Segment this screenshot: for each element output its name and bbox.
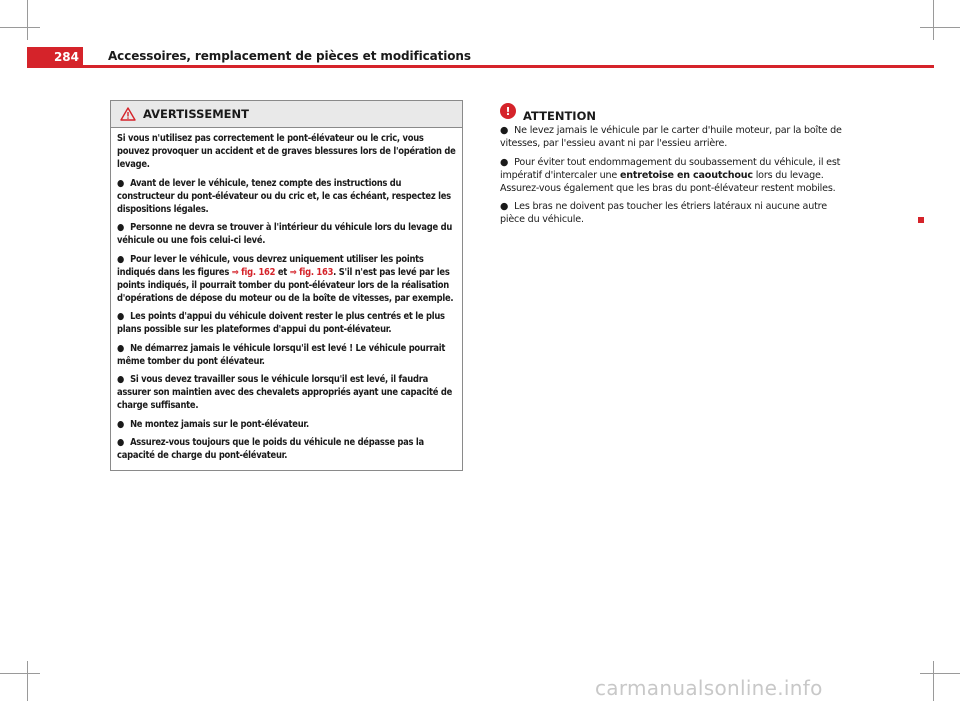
bullet-icon: ●: [117, 374, 125, 385]
section-end-mark: [918, 217, 924, 223]
warning-box: [110, 100, 463, 471]
warning-bullet: ● Personne ne devra se trouver à l'intérieur du véhicule lors du levage du véhicule ou une fois celui-ci levé.: [117, 222, 453, 246]
crop-mark: [933, 0, 934, 40]
warning-body: [111, 128, 462, 462]
figure-link[interactable]: ⇒ fig. 162: [231, 266, 276, 278]
warning-title: AVERTISSEMENT: [143, 107, 250, 121]
warning-intro: Si vous n'utilisez pas correctement le pont-élévateur ou le cric, vous pouvez provoquer un accident et de graves blessures lors de l'opération de levage.: [117, 133, 456, 170]
page-title: Accessoires, remplacement de pièces et modifications: [108, 49, 471, 63]
bullet-icon: ●: [500, 201, 509, 212]
exclamation-icon: !: [500, 103, 516, 119]
warning-bullet: ● Assurez-vous toujours que le poids du véhicule ne dépasse pas la capacité de charge du pont-élévateur.: [117, 437, 424, 461]
header-rule: [27, 65, 934, 68]
crop-mark: [0, 27, 40, 28]
watermark: carmanualsonline.info: [595, 676, 823, 700]
warning-bullet: ● Ne montez jamais sur le pont-élévateur.: [117, 418, 309, 430]
warning-bullet: ● Si vous devez travailler sous le véhicule lorsqu'il est levé, il faudra assurer son maintien avec des chevalets appropriés ayant une capacité de charge suffisante.: [117, 374, 453, 411]
crop-mark: [920, 673, 960, 674]
crop-mark: [27, 0, 28, 40]
warning-header: [111, 101, 462, 128]
figure-link[interactable]: ⇒ fig. 163: [289, 266, 334, 278]
bullet-icon: ●: [117, 342, 125, 354]
attention-bullet: ● Ne levez jamais le véhicule par le carter d'huile moteur, par la boîte de vitesses, par l'essieu avant ni par l'essieu arrière.: [500, 125, 842, 149]
attention-bullet: ● Pour éviter tout endommagement du soubassement du véhicule, il est impératif d'intercaler une entretoise en caoutchouc lors du levage. Assurez-vous également que les bras du pont-élévateur restent mobiles.: [500, 156, 841, 194]
bullet-icon: ●: [117, 418, 125, 430]
page-number: 284: [27, 47, 83, 67]
warning-bullet: ● Ne démarrez jamais le véhicule lorsqu'il est levé ! Le véhicule pourrait même tomber du pont élévateur.: [117, 342, 446, 367]
warning-bullet: ● Avant de lever le véhicule, tenez compte des instructions du constructeur du pont-élévateur ou du cric et, le cas échéant, respectez les dispositions légales.: [117, 177, 451, 215]
bullet-icon: ●: [117, 222, 125, 233]
attention-title: ATTENTION: [523, 109, 596, 123]
crop-mark: [0, 673, 40, 674]
crop-mark: [920, 27, 960, 28]
warning-bullet: ● Pour lever le véhicule, vous devrez uniquement utiliser les points indiqués dans les figures ⇒ fig. 162 et ⇒ fig. 163. S'il n'est pas levé par les points indiqués, il pourrait tomber du pont-élévateur lors de la réalisation d'opérations de dépose du moteur ou de la boîte de vitesses, par exemple.: [117, 253, 454, 304]
bullet-icon: ●: [500, 125, 509, 136]
crop-mark: [933, 661, 934, 701]
warning-triangle-icon: [120, 107, 136, 121]
bullet-icon: ●: [117, 437, 125, 448]
warning-bullet: ● Les points d'appui du véhicule doivent rester le plus centrés et le plus plans possible sur les plateformes d'appui du pont-élévateur.: [117, 311, 445, 335]
attention-body: [500, 124, 846, 232]
crop-mark: [27, 661, 28, 701]
attention-bullet: ● Les bras ne doivent pas toucher les étriers latéraux ni aucune autre pièce du véhicule.: [500, 201, 827, 225]
attention-header: [500, 103, 596, 123]
bullet-icon: ●: [117, 177, 125, 189]
bullet-icon: ●: [500, 156, 509, 168]
bullet-icon: ●: [117, 253, 125, 265]
bullet-icon: ●: [117, 311, 125, 322]
